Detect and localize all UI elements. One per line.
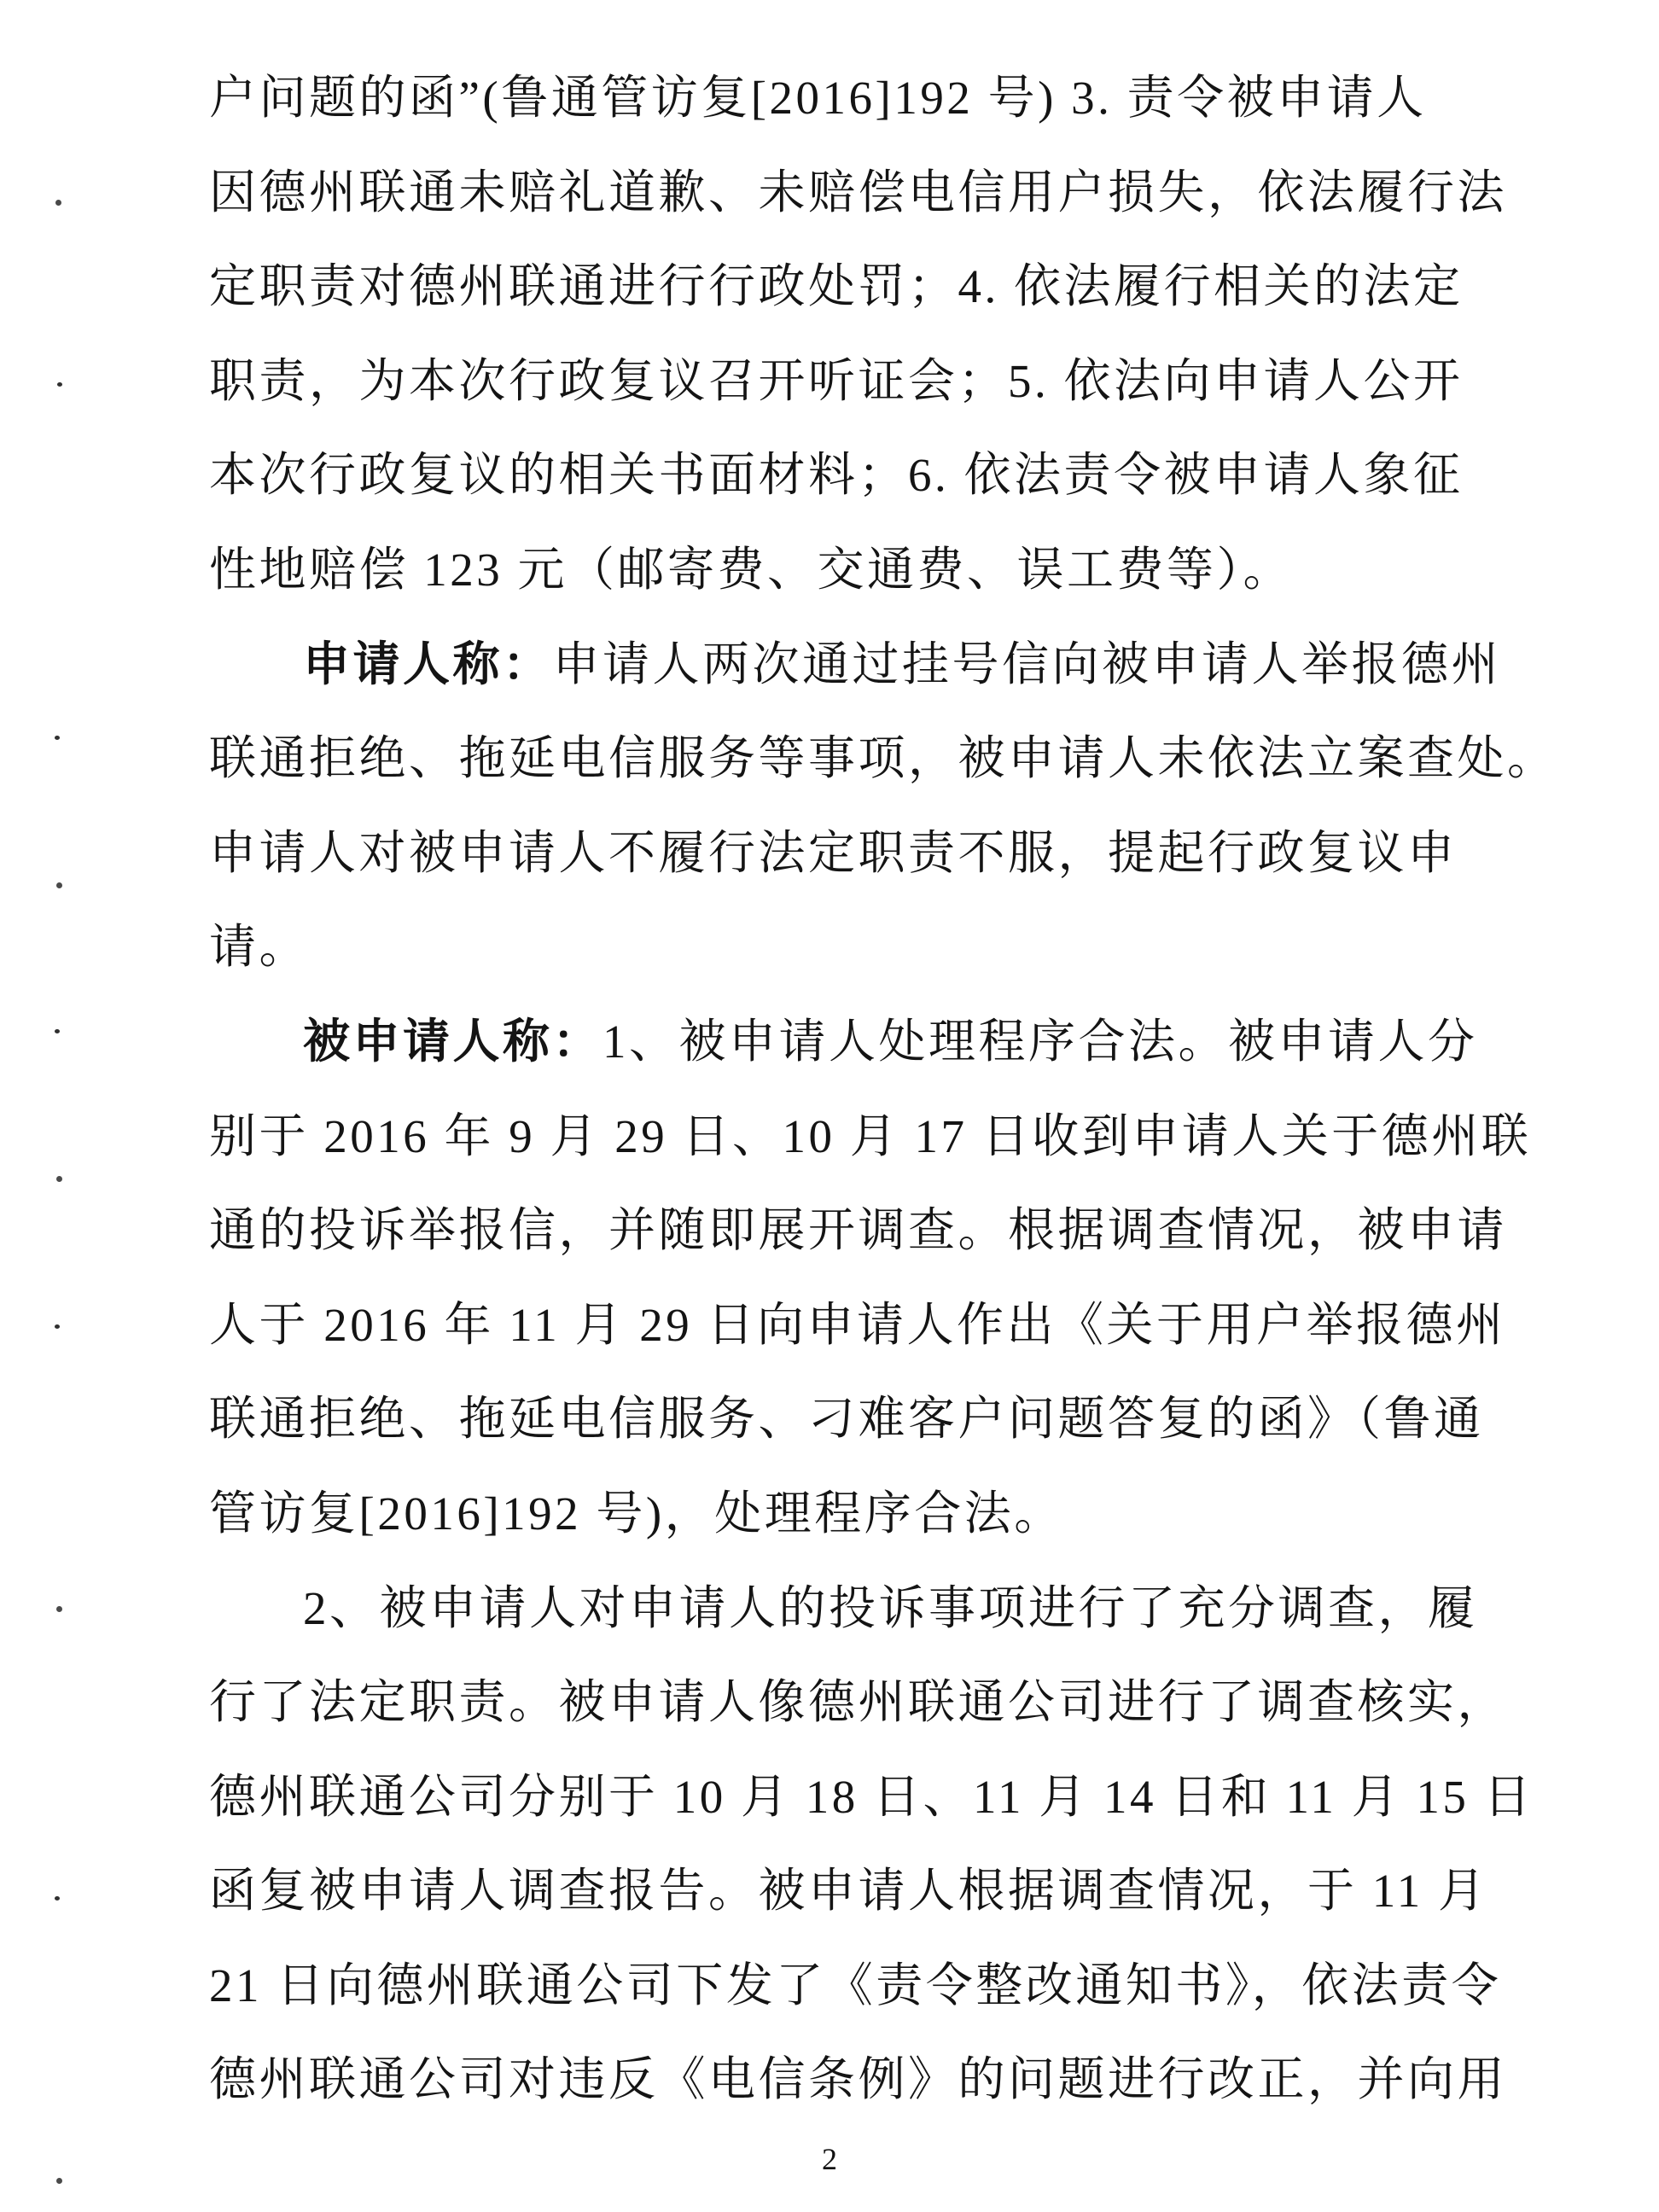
text-run: 性地赔偿 123 元（邮寄费、交通费、误工费等）。 xyxy=(209,543,1294,596)
scan-speck xyxy=(57,382,62,387)
text-run: 因德州联通未赔礼道歉、未赔偿电信用户损失，依法履行法 xyxy=(209,166,1508,218)
text-line xyxy=(209,1656,1528,1750)
text-line xyxy=(209,1939,1528,2034)
scan-speck xyxy=(56,882,62,888)
text-run: 函复被申请人调查报告。被申请人根据调查情况，于 11 月 xyxy=(209,1865,1488,1918)
text-line xyxy=(209,335,1528,429)
text-line xyxy=(209,1278,1528,1373)
text-run: 申请人对被申请人不履行法定职责不服，提起行政复议申 xyxy=(209,826,1458,879)
text-line xyxy=(209,712,1557,806)
text-line xyxy=(209,1750,1534,1845)
scan-speck xyxy=(55,736,60,740)
text-line xyxy=(209,146,1528,241)
text-run: 别于 2016 年 9 月 29 日、10 月 17 日收到申请人关于德州联 xyxy=(209,1109,1532,1162)
text-run: 21 日向德州联通公司下发了《责令整改通知书》，依法责令 xyxy=(209,1959,1502,2011)
page-number: 2 xyxy=(822,2142,837,2176)
text-run: 定职责对德州联通进行行政处罚；4. 依法履行相关的法定 xyxy=(209,260,1464,313)
bold-run: 被申请人称： xyxy=(303,1015,603,1068)
scan-speck xyxy=(55,1896,60,1901)
scan-speck xyxy=(56,1176,62,1182)
text-run: 管访复[2016]192 号)，处理程序合法。 xyxy=(209,1487,1064,1540)
text-run: 联通拒绝、拖延电信服务、刁难客户问题答复的函》（鲁通 xyxy=(209,1393,1484,1446)
scan-speck xyxy=(56,2178,62,2184)
text-run: 1、被申请人处理程序合法。被申请人分 xyxy=(602,1015,1478,1068)
scan-speck xyxy=(55,1324,60,1329)
text-run: 通的投诉举报信，并随即展开调查。根据调查情况，被申请 xyxy=(209,1204,1508,1257)
text-run: 德州联通公司分别于 10 月 18 日、11 月 14 日和 11 月 15 日 xyxy=(209,1770,1534,1823)
text-line xyxy=(209,1467,1528,1562)
scan-speck xyxy=(56,1606,62,1612)
text-line xyxy=(209,1844,1528,1939)
text-line xyxy=(209,51,1528,146)
text-run: 请。 xyxy=(209,921,310,974)
scan-speck xyxy=(55,1029,60,1033)
text-line-paragraph-start xyxy=(209,995,1528,1090)
text-run: 人于 2016 年 11 月 29 日向申请人作出《关于用户举报德州 xyxy=(209,1298,1506,1351)
document-body xyxy=(209,51,1557,2128)
text-line xyxy=(209,523,1528,618)
text-run: 本次行政复议的相关书面材料；6. 依法责令被申请人象征 xyxy=(209,449,1464,502)
text-run: 户问题的函”(鲁通管访复[2016]192 号) 3. 责令被申请人 xyxy=(209,72,1427,124)
text-run: 职责，为本次行政复议召开听证会；5. 依法向申请人公开 xyxy=(209,354,1464,407)
text-run: 申请人两次通过挂号信向被申请人举报德州 xyxy=(552,637,1502,690)
scan-speck xyxy=(55,200,61,206)
text-line xyxy=(209,900,1528,995)
text-line xyxy=(209,2033,1528,2128)
text-run: 德州联通公司对违反《电信条例》的问题进行改正，并向用 xyxy=(209,2053,1508,2106)
text-line xyxy=(209,806,1528,901)
text-line xyxy=(209,428,1528,523)
text-run: 行了法定职责。被申请人像德州联通公司进行了调查核实， xyxy=(209,1676,1508,1729)
bold-run: 申请人称： xyxy=(303,637,553,690)
text-line xyxy=(209,1184,1528,1278)
text-line-paragraph-start xyxy=(209,1562,1528,1656)
text-line xyxy=(209,1090,1532,1185)
text-line xyxy=(209,1372,1528,1467)
text-run: 联通拒绝、拖延电信服务等事项，被申请人未依法立案查处。 xyxy=(209,732,1557,785)
text-line-paragraph-start xyxy=(209,618,1528,713)
text-line xyxy=(209,240,1528,335)
text-run: 2、被申请人对申请人的投诉事项进行了充分调查，履 xyxy=(303,1581,1478,1634)
